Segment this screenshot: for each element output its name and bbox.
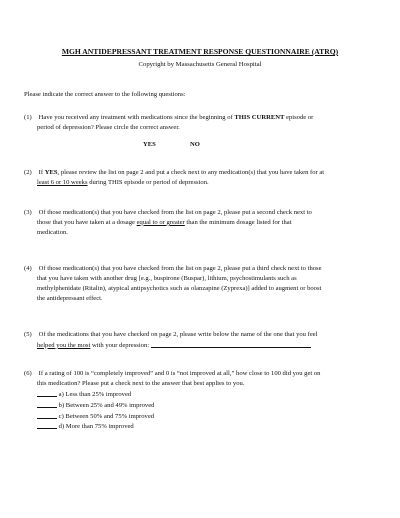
question-text: medication. bbox=[37, 228, 68, 236]
question-text: Of those medication(s) that you have checked from the list on page 2, please put a third check next to those bbox=[38, 265, 322, 272]
check-blank[interactable] bbox=[37, 389, 57, 397]
question-2 bbox=[24, 168, 380, 188]
yes-option[interactable]: YES bbox=[143, 141, 156, 148]
underlined-text: least 6 or 10 weeks bbox=[37, 178, 88, 186]
option-a bbox=[24, 389, 380, 400]
question-text: episode or bbox=[284, 114, 314, 121]
question-1 bbox=[24, 113, 380, 133]
question-4 bbox=[24, 264, 380, 304]
emphasis-text: YES bbox=[44, 169, 58, 176]
option-b bbox=[24, 400, 380, 411]
check-blank[interactable] bbox=[37, 421, 57, 429]
option-label: d) More than 75% improved bbox=[58, 423, 134, 431]
question-text: than the minimum dosage listed for that bbox=[184, 218, 292, 226]
question-text: Of the medications that you have checked on page 2, please write below the name of the one that you feel bbox=[38, 331, 318, 338]
intro-text: Please indicate the correct answer to the following questions: bbox=[24, 91, 186, 98]
question-number: (1) bbox=[24, 114, 32, 121]
question-text: with your depression: bbox=[90, 341, 151, 349]
check-blank[interactable] bbox=[37, 411, 57, 419]
emphasis-text: THIS CURRENT bbox=[234, 114, 285, 121]
question-3 bbox=[24, 208, 380, 238]
answer-blank[interactable] bbox=[151, 340, 311, 348]
option-label: b) Between 25% and 49% improved bbox=[58, 401, 155, 409]
question-number: (4) bbox=[24, 265, 32, 272]
question-text: Of those medication(s) that you have checked from the list on page 2, please put a second check next to bbox=[38, 209, 312, 216]
question-text: methylphenidate (Ritalin), atypical antipsychotics such as olanzapine (Zyprexa)] added to augment or boost bbox=[37, 284, 322, 292]
question-number: (3) bbox=[24, 209, 32, 216]
underlined-text: equal to or greater bbox=[136, 218, 185, 226]
question-number: (2) bbox=[24, 169, 32, 176]
underlined-text: helped you the most bbox=[37, 341, 91, 349]
document-title: MGH ANTIDEPRESSANT TREATMENT RESPONSE QUESTIONNAIRE (ATRQ) bbox=[61, 47, 339, 56]
copyright-notice: Copyright by Massachusetts General Hospital bbox=[138, 61, 262, 68]
question-text: this medication? Please put a check next to the answer that best applies to you. bbox=[37, 379, 245, 387]
question-text: If a rating of 100 is “completely improved” and 0 is “not improved at all,” how close to 100 did you get on bbox=[38, 370, 321, 377]
question-text: the antidepressant effect. bbox=[37, 294, 103, 302]
question-text: those that you have taken at a dosage bbox=[37, 218, 137, 226]
question-number: (6) bbox=[24, 370, 32, 377]
question-6 bbox=[24, 369, 380, 432]
question-text: Have you received any treatment with medications since the beginning of bbox=[38, 114, 235, 121]
option-c bbox=[24, 411, 380, 422]
question-text: that you have taken with another drug [e.g., buspirone (Buspar), lithium, psychostimulants such as bbox=[37, 274, 297, 282]
check-blank[interactable] bbox=[37, 400, 57, 408]
no-option[interactable]: NO bbox=[190, 141, 200, 148]
question-text: If bbox=[38, 169, 45, 176]
question-number: (5) bbox=[24, 331, 32, 338]
question-text: , please review the list on page 2 and put a check next to any medication(s) that you have taken for at bbox=[57, 169, 325, 176]
question-5 bbox=[24, 330, 380, 351]
question-text: during THIS episode or period of depression. bbox=[87, 178, 209, 186]
option-label: a) Less than 25% improved bbox=[58, 390, 132, 398]
question-text: period of depression? Please circle the correct answer. bbox=[37, 123, 180, 131]
option-d bbox=[24, 421, 380, 432]
option-label: c) Between 50% and 75% improved bbox=[58, 412, 155, 420]
